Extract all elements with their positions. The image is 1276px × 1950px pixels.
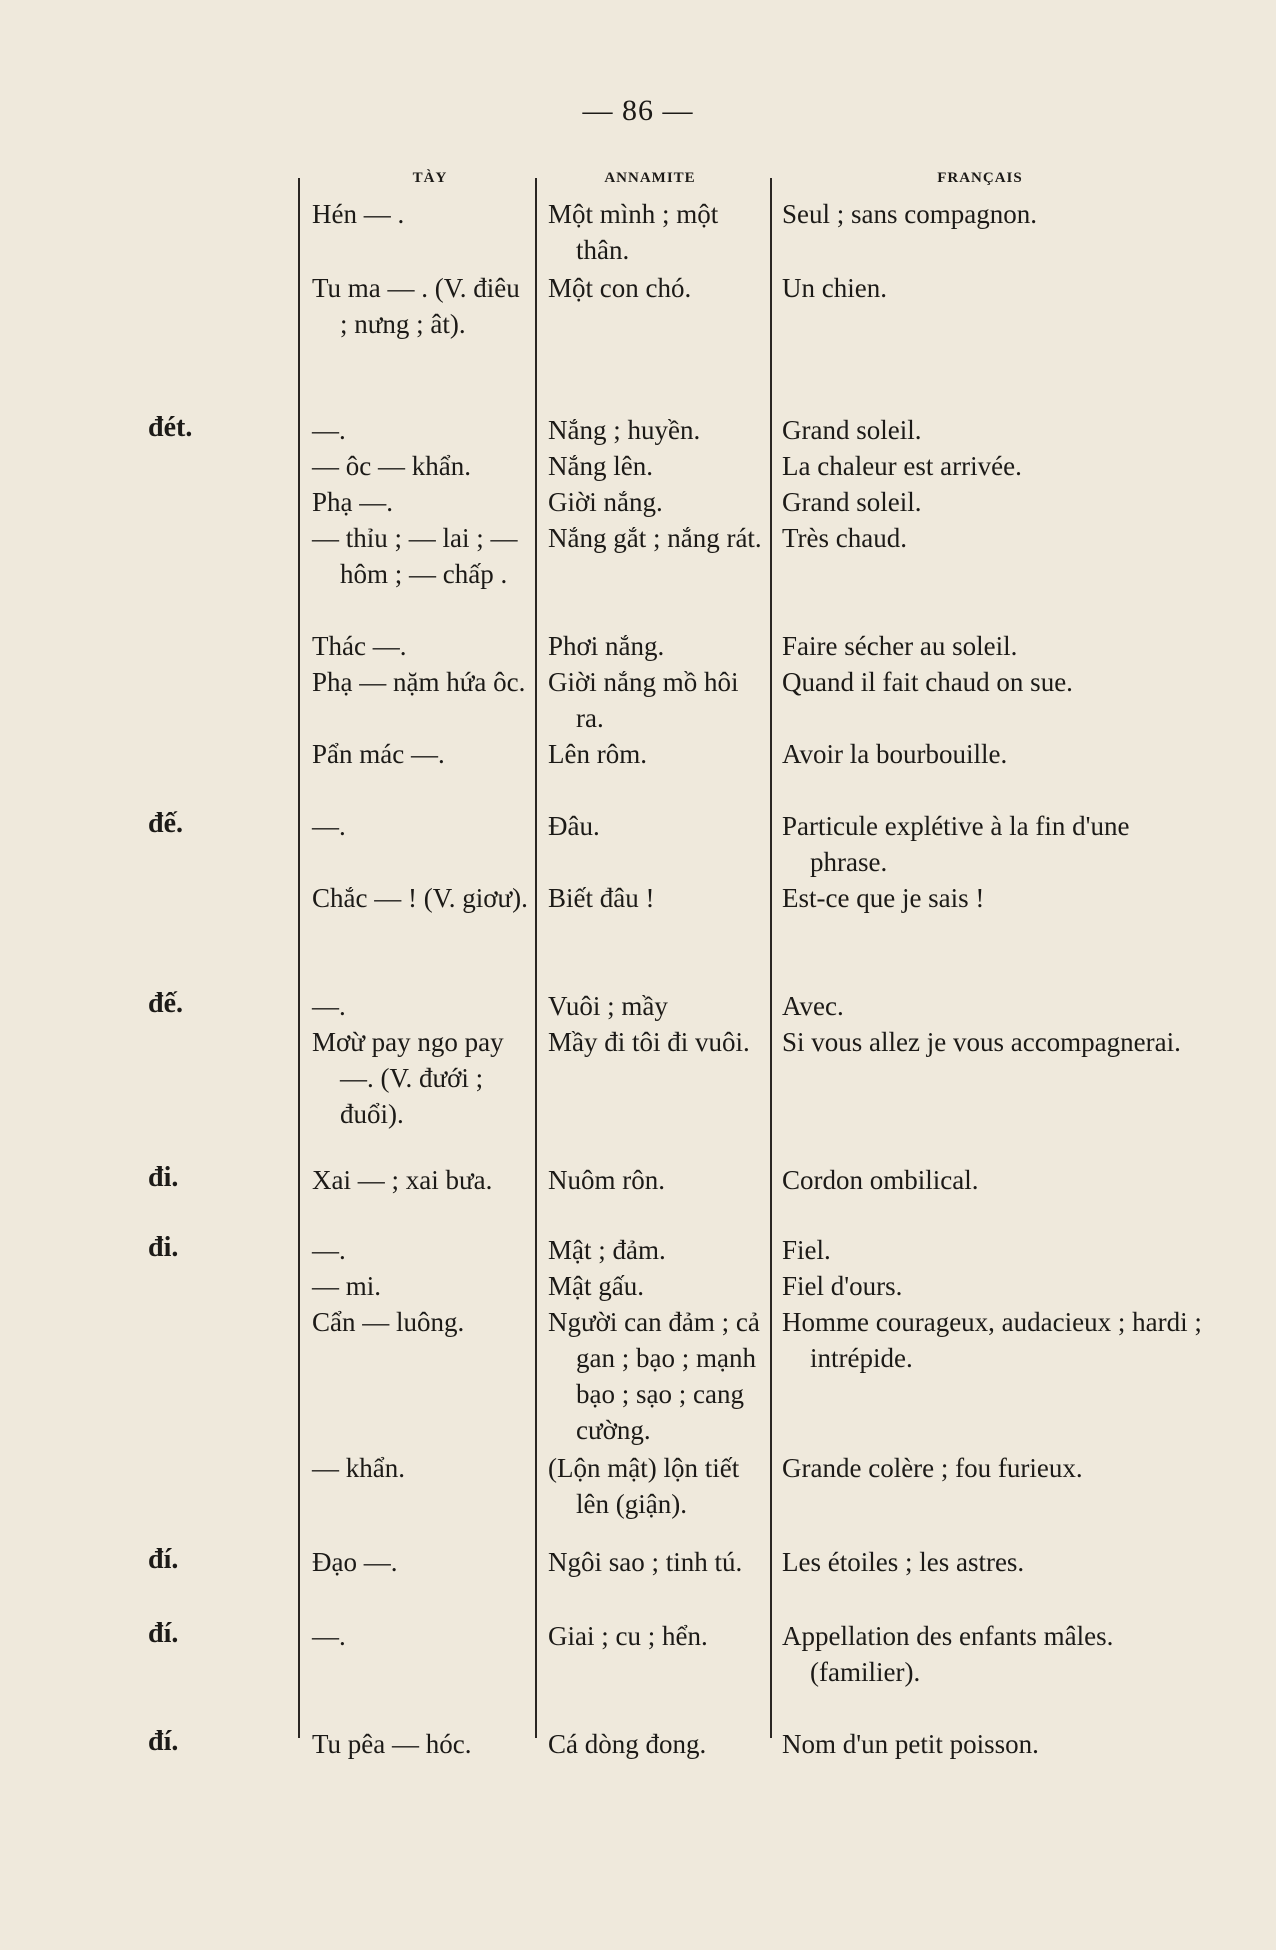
tay-text: — thỉu ; — lai ; — hôm ; — chấp . [312,523,518,589]
french-text: Appellation des enfants mâles. (familier). [782,1621,1114,1687]
french-text: Nom d'un petit poisson. [782,1729,1039,1759]
french-text: Si vous allez je vous accompagnerai. [782,1027,1181,1057]
tay-text: —. [312,991,346,1021]
tay-text: Xai — ; xai bưa. [312,1165,493,1195]
annamite-text: Mật ; đảm. [548,1235,666,1265]
headword: đế. [148,808,183,839]
tay-text: Thác —. [312,631,407,661]
tay-text: Tu pêa — hóc. [312,1729,472,1759]
french-text: Grand soleil. [782,487,922,517]
annamite-text: Biết đâu ! [548,883,655,913]
tay-text: —. [312,1235,346,1265]
annamite-text: Giời nắng. [548,487,663,517]
annamite-text: Ngôi sao ; tinh tú. [548,1547,743,1577]
annamite-text: Một mình ; một thân. [548,199,719,265]
headword: đi. [148,1232,179,1263]
column-rule-right [770,178,772,1738]
tay-text: Đạo —. [312,1547,398,1577]
tay-text: — ôc — khẩn. [312,451,471,481]
annamite-text: Lên rôm. [548,739,647,769]
french-text: Cordon ombilical. [782,1165,979,1195]
column-rule-left [298,178,300,1738]
headword: đế. [148,988,183,1019]
annamite-text: Nuôm rôn. [548,1165,665,1195]
french-text: Particule explétive à la fin d'une phrase. [782,811,1130,877]
french-text: Faire sécher au soleil. [782,631,1018,661]
annamite-text: Đâu. [548,811,600,841]
tay-text: Pẩn mác —. [312,739,445,769]
tay-text: — mi. [312,1271,382,1301]
french-text: La chaleur est arrivée. [782,451,1022,481]
annamite-text: Nắng lên. [548,451,653,481]
french-text: Grand soleil. [782,415,922,445]
french-text: Avec. [782,991,844,1021]
annamite-text: Phơi nắng. [548,631,665,661]
french-text: Homme courageux, audacieux ; hardi ; intrépide. [782,1307,1202,1373]
annamite-text: Cá dòng đong. [548,1729,707,1759]
french-text: Les étoiles ; les astres. [782,1547,1025,1577]
annamite-text: Vuôi ; mầy [548,991,668,1021]
annamite-text: Một con chó. [548,273,692,303]
annamite-text: Giai ; cu ; hển. [548,1621,708,1651]
tay-text: Mơừ pay ngo pay —. (V. đưới ; đuổi). [312,1027,504,1129]
french-text: Fiel d'ours. [782,1271,903,1301]
tay-text: — khẩn. [312,1453,405,1483]
annamite-text: Nắng ; huyền. [548,415,701,445]
headword: đét. [148,412,193,443]
tay-text: —. [312,811,346,841]
tay-text: Phạ —. [312,487,393,517]
headword: đí. [148,1618,179,1649]
tay-text: —. [312,415,346,445]
column-header-annamite: ANNAMITE [604,170,696,186]
tay-text: —. [312,1621,346,1651]
tay-text: Cẩn — luông. [312,1307,465,1337]
annamite-text: (Lộn mật) lộn tiết lên (giận). [548,1453,740,1519]
column-header-francais: FRANÇAIS [937,170,1023,186]
annamite-text: Người can đảm ; cả gan ; bạo ; mạnh bạo ; sạo ; cang cường. [548,1307,760,1445]
tay-text: Phạ — nặm hứa ôc. [312,667,526,697]
headword: đí. [148,1544,179,1575]
french-text: Avoir la bourbouille. [782,739,1008,769]
french-text: Est-ce que je sais ! [782,883,985,913]
annamite-text: Mầy đi tôi đi vuôi. [548,1027,750,1057]
annamite-text: Mật gấu. [548,1271,644,1301]
column-rule-middle [535,178,537,1738]
tay-text: Chắc — ! (V. giơư). [312,883,528,913]
page-number: — 86 — [582,94,694,127]
french-text: Grande colère ; fou furieux. [782,1453,1083,1483]
french-text: Un chien. [782,273,887,303]
french-text: Fiel. [782,1235,831,1265]
tay-text: Hén — . [312,199,405,229]
annamite-text: Giời nắng mồ hôi ra. [548,667,739,733]
annamite-text: Nắng gắt ; nắng rát. [548,523,762,553]
column-header-tay: TÀY [412,170,448,186]
french-text: Quand il fait chaud on sue. [782,667,1073,697]
french-text: Très chaud. [782,523,907,553]
headword: đi. [148,1162,179,1193]
french-text: Seul ; sans compagnon. [782,199,1037,229]
tay-text: Tu ma — . (V. điêu ; nưng ; ât). [312,273,520,339]
headword: đí. [148,1726,179,1757]
